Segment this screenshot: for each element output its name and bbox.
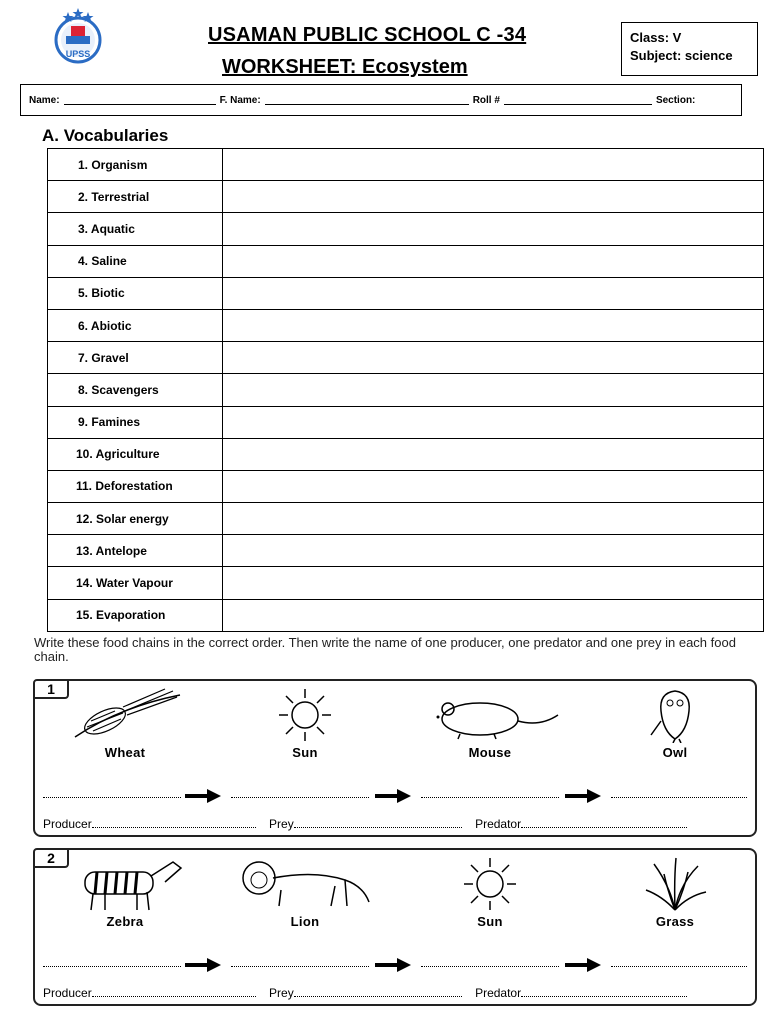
class-label: Class: V: [630, 30, 682, 45]
answer-line[interactable]: [231, 797, 369, 798]
arrow-right-icon: [565, 958, 601, 972]
vocabulary-table: [47, 148, 764, 632]
chain-item-label: Zebra: [106, 914, 144, 929]
arrow-right-icon: [375, 958, 411, 972]
chain-item-label: Sun: [292, 745, 318, 760]
table-row: [48, 438, 764, 470]
answer-cell[interactable]: [223, 245, 764, 277]
vocab-term: 11. Deforestation: [48, 470, 223, 502]
producer-prey-predator-row: [43, 986, 687, 1000]
class-subject-box: [621, 22, 758, 76]
table-row: [48, 406, 764, 438]
answer-cell[interactable]: [223, 213, 764, 245]
grass-icon: [640, 856, 710, 912]
prey-field[interactable]: [294, 996, 462, 997]
subject-label: Subject: science: [630, 48, 733, 63]
vocab-term: 1. Organism: [48, 149, 223, 181]
vocab-term: 13. Antelope: [48, 535, 223, 567]
chain-item-sun: [420, 856, 560, 929]
predator-label: Predator: [475, 986, 522, 1000]
table-row: [48, 470, 764, 502]
answer-cell[interactable]: [223, 567, 764, 599]
name-label: Name:: [29, 94, 60, 106]
roll-field[interactable]: [504, 96, 652, 105]
chain-item-zebra: [55, 856, 195, 929]
logo-text: UPSS: [65, 49, 91, 59]
answer-line[interactable]: [611, 797, 747, 798]
table-row: [48, 309, 764, 341]
section-a-title: A. Vocabularies: [42, 126, 169, 145]
vocab-term: 2. Terrestrial: [48, 181, 223, 213]
chain-item-label: Wheat: [104, 745, 146, 760]
chain-item-label: Owl: [662, 745, 688, 760]
owl-icon: [645, 687, 705, 743]
table-row: [48, 374, 764, 406]
chain-item-sun: [235, 687, 375, 760]
vocab-term: 6. Abiotic: [48, 309, 223, 341]
vocab-term: 12. Solar energy: [48, 503, 223, 535]
lion-icon: [235, 856, 375, 912]
answer-line[interactable]: [421, 797, 559, 798]
answer-cell[interactable]: [223, 181, 764, 213]
table-row: [48, 149, 764, 181]
arrow-right-icon: [185, 958, 221, 972]
arrow-right-icon: [375, 789, 411, 803]
chain-item-label: Grass: [655, 914, 695, 929]
fname-label: F. Name:: [219, 94, 261, 106]
table-row: [48, 503, 764, 535]
vocab-term: 3. Aquatic: [48, 213, 223, 245]
answer-cell[interactable]: [223, 309, 764, 341]
predator-field[interactable]: [521, 827, 687, 828]
predator-field[interactable]: [521, 996, 687, 997]
chain-item-label: Mouse: [468, 745, 512, 760]
answer-line[interactable]: [421, 966, 559, 967]
sun-icon: [275, 687, 335, 743]
producer-field[interactable]: [92, 827, 256, 828]
producer-label: Producer: [43, 817, 92, 831]
mouse-icon: [420, 687, 560, 743]
zebra-icon: [65, 856, 185, 912]
answer-cell[interactable]: [223, 277, 764, 309]
vocab-term: 8. Scavengers: [48, 374, 223, 406]
name-field[interactable]: [64, 96, 216, 105]
school-logo: [44, 6, 112, 68]
chain-number: 2: [33, 848, 69, 868]
section-label: Section:: [655, 94, 696, 106]
chain-item-owl: [605, 687, 745, 760]
vocab-term: 5. Biotic: [48, 277, 223, 309]
table-row: [48, 342, 764, 374]
producer-prey-predator-row: [43, 817, 687, 831]
answer-cell[interactable]: [223, 149, 764, 181]
answer-line[interactable]: [43, 797, 181, 798]
arrow-right-icon: [565, 789, 601, 803]
prey-label: Prey: [269, 986, 294, 1000]
fname-field[interactable]: [265, 96, 469, 105]
producer-field[interactable]: [92, 996, 256, 997]
worksheet-title: WORKSHEET: Ecosystem: [222, 56, 468, 78]
vocab-term: 9. Famines: [48, 406, 223, 438]
food-chain-box-2: [33, 848, 757, 1006]
table-row: [48, 245, 764, 277]
table-row: [48, 213, 764, 245]
answer-cell[interactable]: [223, 406, 764, 438]
vocab-term: 14. Water Vapour: [48, 567, 223, 599]
prey-field[interactable]: [294, 827, 462, 828]
chain-item-label: Lion: [290, 914, 320, 929]
chain-item-wheat: [55, 687, 195, 760]
wheat-icon: [65, 687, 185, 743]
table-row: [48, 181, 764, 213]
prey-label: Prey: [269, 817, 294, 831]
chain-number: 1: [33, 679, 69, 699]
predator-label: Predator: [475, 817, 522, 831]
vocab-term: 10. Agriculture: [48, 438, 223, 470]
vocab-term: 7. Gravel: [48, 342, 223, 374]
sun-icon: [460, 856, 520, 912]
student-info-bar: [20, 84, 742, 116]
chain-item-lion: [235, 856, 375, 929]
answer-cell[interactable]: [223, 438, 764, 470]
answer-line[interactable]: [43, 966, 181, 967]
table-row: [48, 567, 764, 599]
table-row: [48, 599, 764, 631]
school-name: USAMAN PUBLIC SCHOOL C -34: [208, 24, 527, 46]
answer-cell[interactable]: [223, 470, 764, 502]
food-chain-instruction: Write these food chains in the correct order. Then write the name of one producer, one predator and one prey in each food chain.: [34, 635, 736, 664]
answer-cell[interactable]: [223, 342, 764, 374]
chain-item-mouse: [420, 687, 560, 760]
roll-label: Roll #: [472, 94, 500, 106]
food-chain-box-1: [33, 679, 757, 837]
answer-cell[interactable]: [223, 503, 764, 535]
chain-item-grass: [605, 856, 745, 929]
table-row: [48, 277, 764, 309]
answer-line[interactable]: [611, 966, 747, 967]
vocab-term: 15. Evaporation: [48, 599, 223, 631]
chain-item-label: Sun: [477, 914, 503, 929]
answer-cell[interactable]: [223, 374, 764, 406]
producer-label: Producer: [43, 986, 92, 1000]
arrow-right-icon: [185, 789, 221, 803]
answer-cell[interactable]: [223, 599, 764, 631]
vocab-term: 4. Saline: [48, 245, 223, 277]
answer-line[interactable]: [231, 966, 369, 967]
table-row: [48, 535, 764, 567]
answer-cell[interactable]: [223, 535, 764, 567]
